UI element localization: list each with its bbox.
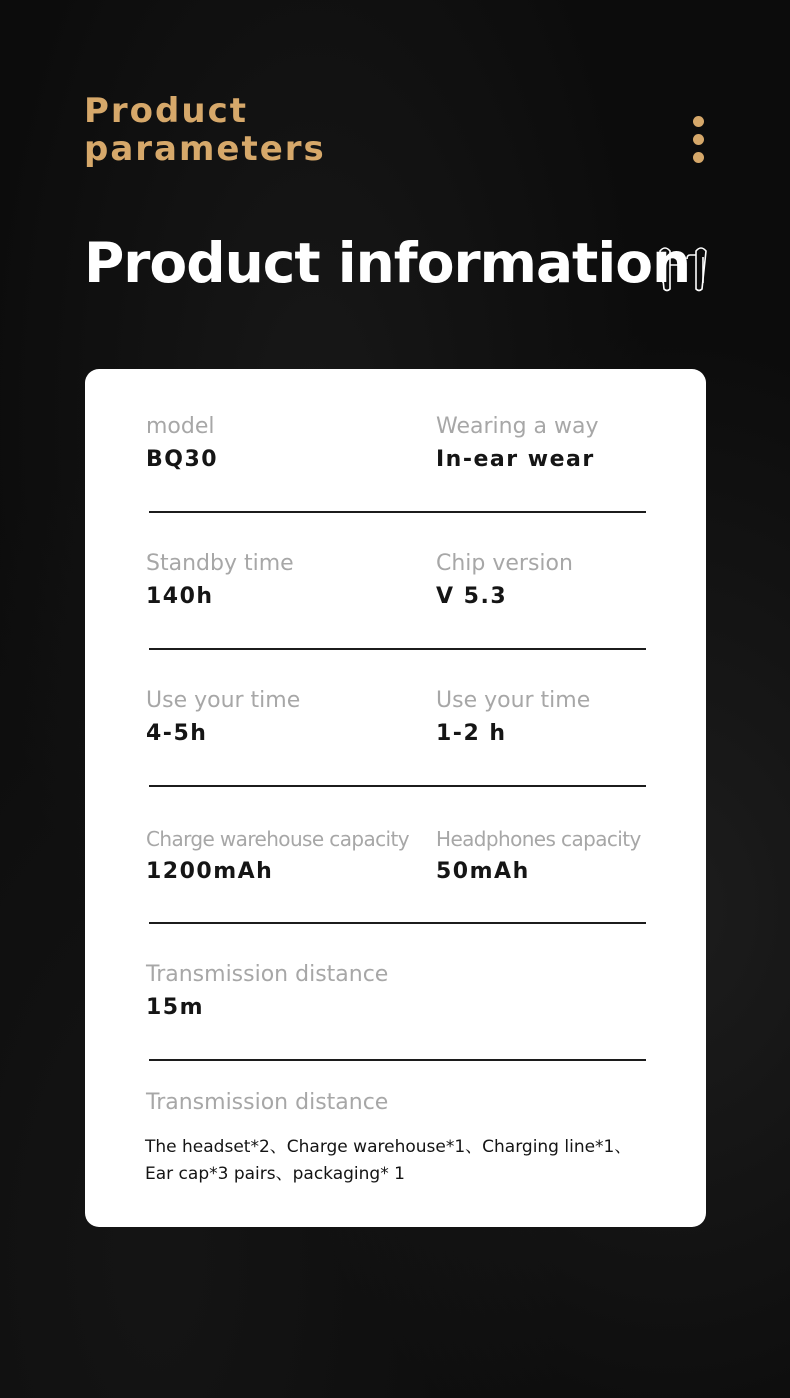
spec-model [146,413,218,474]
spec-value: V 5.3 [436,584,508,609]
spec-use-time-charge [436,687,590,748]
divider [149,511,646,513]
divider [149,922,646,924]
divider [149,1059,646,1061]
divider [149,785,646,787]
earbuds-icon [655,243,711,295]
spec-value: In-ear wear [436,447,595,472]
spec-headphones-capacity [436,825,641,886]
package-contents [145,1134,675,1188]
spec-label: Use your time [436,688,591,713]
page-title: Product information [84,231,691,295]
spec-standby-time [146,550,294,611]
spec-label: Use your time [146,688,301,713]
spec-value: 4-5h [146,721,208,746]
spec-charge-capacity [146,825,409,886]
product-info-card [85,369,706,1227]
section-title-line1: Product [84,91,248,131]
spec-label: model [146,414,215,439]
spec-label: Wearing a way [436,414,599,439]
spec-value: 15m [146,995,205,1020]
spec-use-time-earbuds [146,687,300,748]
spec-wearing-way [436,413,599,474]
spec-value: 1200mAh [146,859,274,884]
spec-label: Transmission distance [146,1090,389,1115]
spec-value: 1-2 h [436,721,507,746]
spec-value: BQ30 [146,447,219,472]
spec-label: Transmission distance [146,962,389,987]
section-title [84,92,326,168]
section-title-line2: parameters [84,129,326,169]
spec-value: 50mAh [436,859,530,884]
spec-label: Charge warehouse capacity [146,827,409,851]
package-line: The headset*2、Charge warehouse*1、Charging line*1、 [145,1137,632,1157]
spec-chip-version [436,550,573,611]
spec-transmission-distance [146,961,388,1022]
spec-value: 140h [146,584,214,609]
vertical-dots-icon[interactable] [693,116,707,170]
package-line: Ear cap*3 pairs、packaging* 1 [145,1164,405,1184]
spec-package [146,1089,388,1117]
spec-label: Chip version [436,551,573,576]
spec-label: Headphones capacity [436,827,641,851]
divider [149,648,646,650]
spec-label: Standby time [146,551,294,576]
